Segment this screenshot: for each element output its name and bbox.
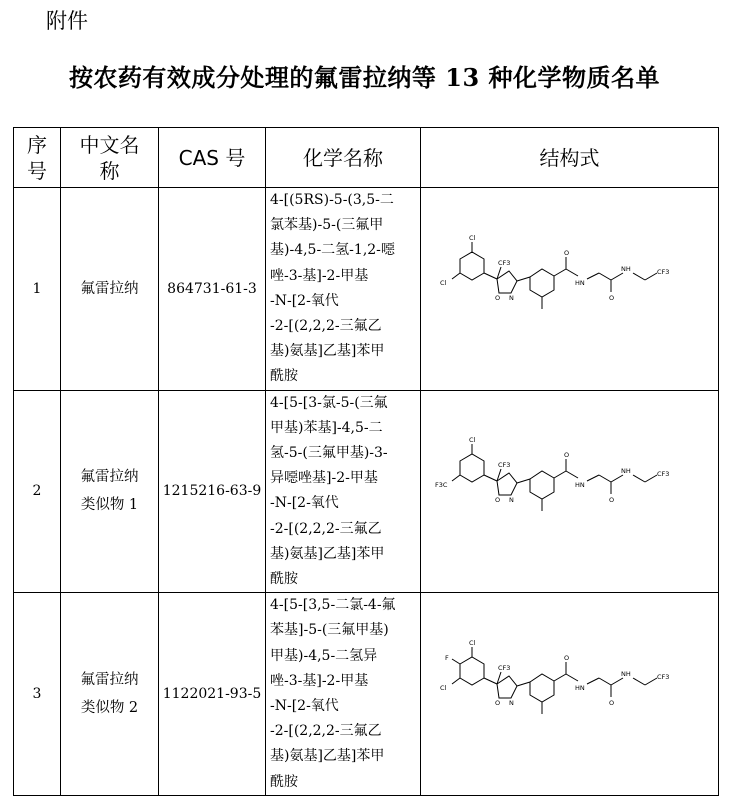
svg-text:CF3: CF3 xyxy=(656,673,669,682)
svg-text:O: O xyxy=(563,654,569,663)
structure-cell xyxy=(421,390,719,593)
substance-table xyxy=(13,127,719,796)
svg-text:CF3: CF3 xyxy=(656,470,669,479)
svg-text:Cl: Cl xyxy=(439,278,446,287)
structure-cell xyxy=(421,593,719,796)
svg-text:CF3: CF3 xyxy=(497,461,510,470)
svg-text:Cl: Cl xyxy=(468,233,475,242)
svg-text:O: O xyxy=(494,293,500,302)
svg-text:HN: HN xyxy=(574,278,585,287)
chinese-name: 氟雷拉纳 xyxy=(61,188,159,391)
svg-text:Cl: Cl xyxy=(468,639,475,648)
svg-text:O: O xyxy=(608,293,614,302)
chemical-name: 4-[(5RS)-5-(3,5-二 氯苯基)-5-(三氟甲 基)-4,5-二氢-1,2-噁 唑-3-基]-2-甲基 -N-[2-氧代 -2-[(2,2,2-三氟乙 基)氨基]乙基]苯甲 酰胺 xyxy=(266,188,421,391)
svg-text:CF3: CF3 xyxy=(497,664,510,673)
svg-text:N: N xyxy=(508,699,514,708)
svg-text:CF3: CF3 xyxy=(497,258,510,267)
svg-text:O: O xyxy=(563,248,569,257)
table-row xyxy=(14,390,719,593)
table-row xyxy=(14,188,719,391)
structure-diagram xyxy=(435,229,705,349)
structure-diagram xyxy=(435,634,705,754)
chemical-name: 4-[5-[3,5-二氯-4-氟 苯基]-5-(三氟甲基) 甲基)-4,5-二氢异 唑-3-基]-2-甲基 -N-[2-氧代 -2-[(2,2,2-三氟乙 基)氨基]乙基]苯甲 酰胺 xyxy=(266,593,421,796)
column-header-chem-name: 化学名称 xyxy=(266,128,421,188)
svg-text:O: O xyxy=(608,699,614,708)
column-header-cas: CAS 号 xyxy=(159,128,266,188)
row-number: 3 xyxy=(14,593,61,796)
svg-text:HN: HN xyxy=(574,481,585,490)
svg-text:F: F xyxy=(444,654,449,663)
svg-text:O: O xyxy=(494,699,500,708)
table-header-row xyxy=(14,128,719,188)
document-title: 按农药有效成分处理的氟雷拉纳等 13 种化学物质名单 xyxy=(68,63,661,92)
svg-text:N: N xyxy=(508,496,514,505)
cas-number: 1215216-63-9 xyxy=(159,390,266,593)
column-header-structure: 结构式 xyxy=(421,128,719,188)
attachment-label: 附件 xyxy=(46,9,88,33)
column-header-name: 中文名称 xyxy=(61,128,159,188)
svg-text:F3C: F3C xyxy=(434,481,447,490)
chinese-name: 氟雷拉纳 类似物 1 xyxy=(61,390,159,593)
cas-number: 1122021-93-5 xyxy=(159,593,266,796)
column-header-no: 序号 xyxy=(14,128,61,188)
row-number: 1 xyxy=(14,188,61,391)
svg-text:HN: HN xyxy=(574,684,585,693)
chinese-name: 氟雷拉纳 类似物 2 xyxy=(61,593,159,796)
svg-text:O: O xyxy=(608,496,614,505)
svg-text:CF3: CF3 xyxy=(656,267,669,276)
row-number: 2 xyxy=(14,390,61,593)
svg-text:NH: NH xyxy=(620,670,631,679)
svg-text:O: O xyxy=(563,451,569,460)
structure-diagram xyxy=(435,431,705,551)
table-row xyxy=(14,593,719,796)
structure-cell xyxy=(421,188,719,391)
svg-text:NH: NH xyxy=(620,264,631,273)
svg-text:O: O xyxy=(494,496,500,505)
chemical-name: 4-[5-[3-氯-5-(三氟 甲基)苯基]-4,5-二 氢-5-(三氟甲基)-3- 异噁唑基]-2-甲基 -N-[2-氧代 -2-[(2,2,2-三氟乙 基)氨基]乙基]苯甲 酰胺 xyxy=(266,390,421,593)
svg-text:Cl: Cl xyxy=(439,684,446,693)
svg-text:Cl: Cl xyxy=(468,436,475,445)
svg-text:N: N xyxy=(508,293,514,302)
svg-text:NH: NH xyxy=(620,467,631,476)
cas-number: 864731-61-3 xyxy=(159,188,266,391)
